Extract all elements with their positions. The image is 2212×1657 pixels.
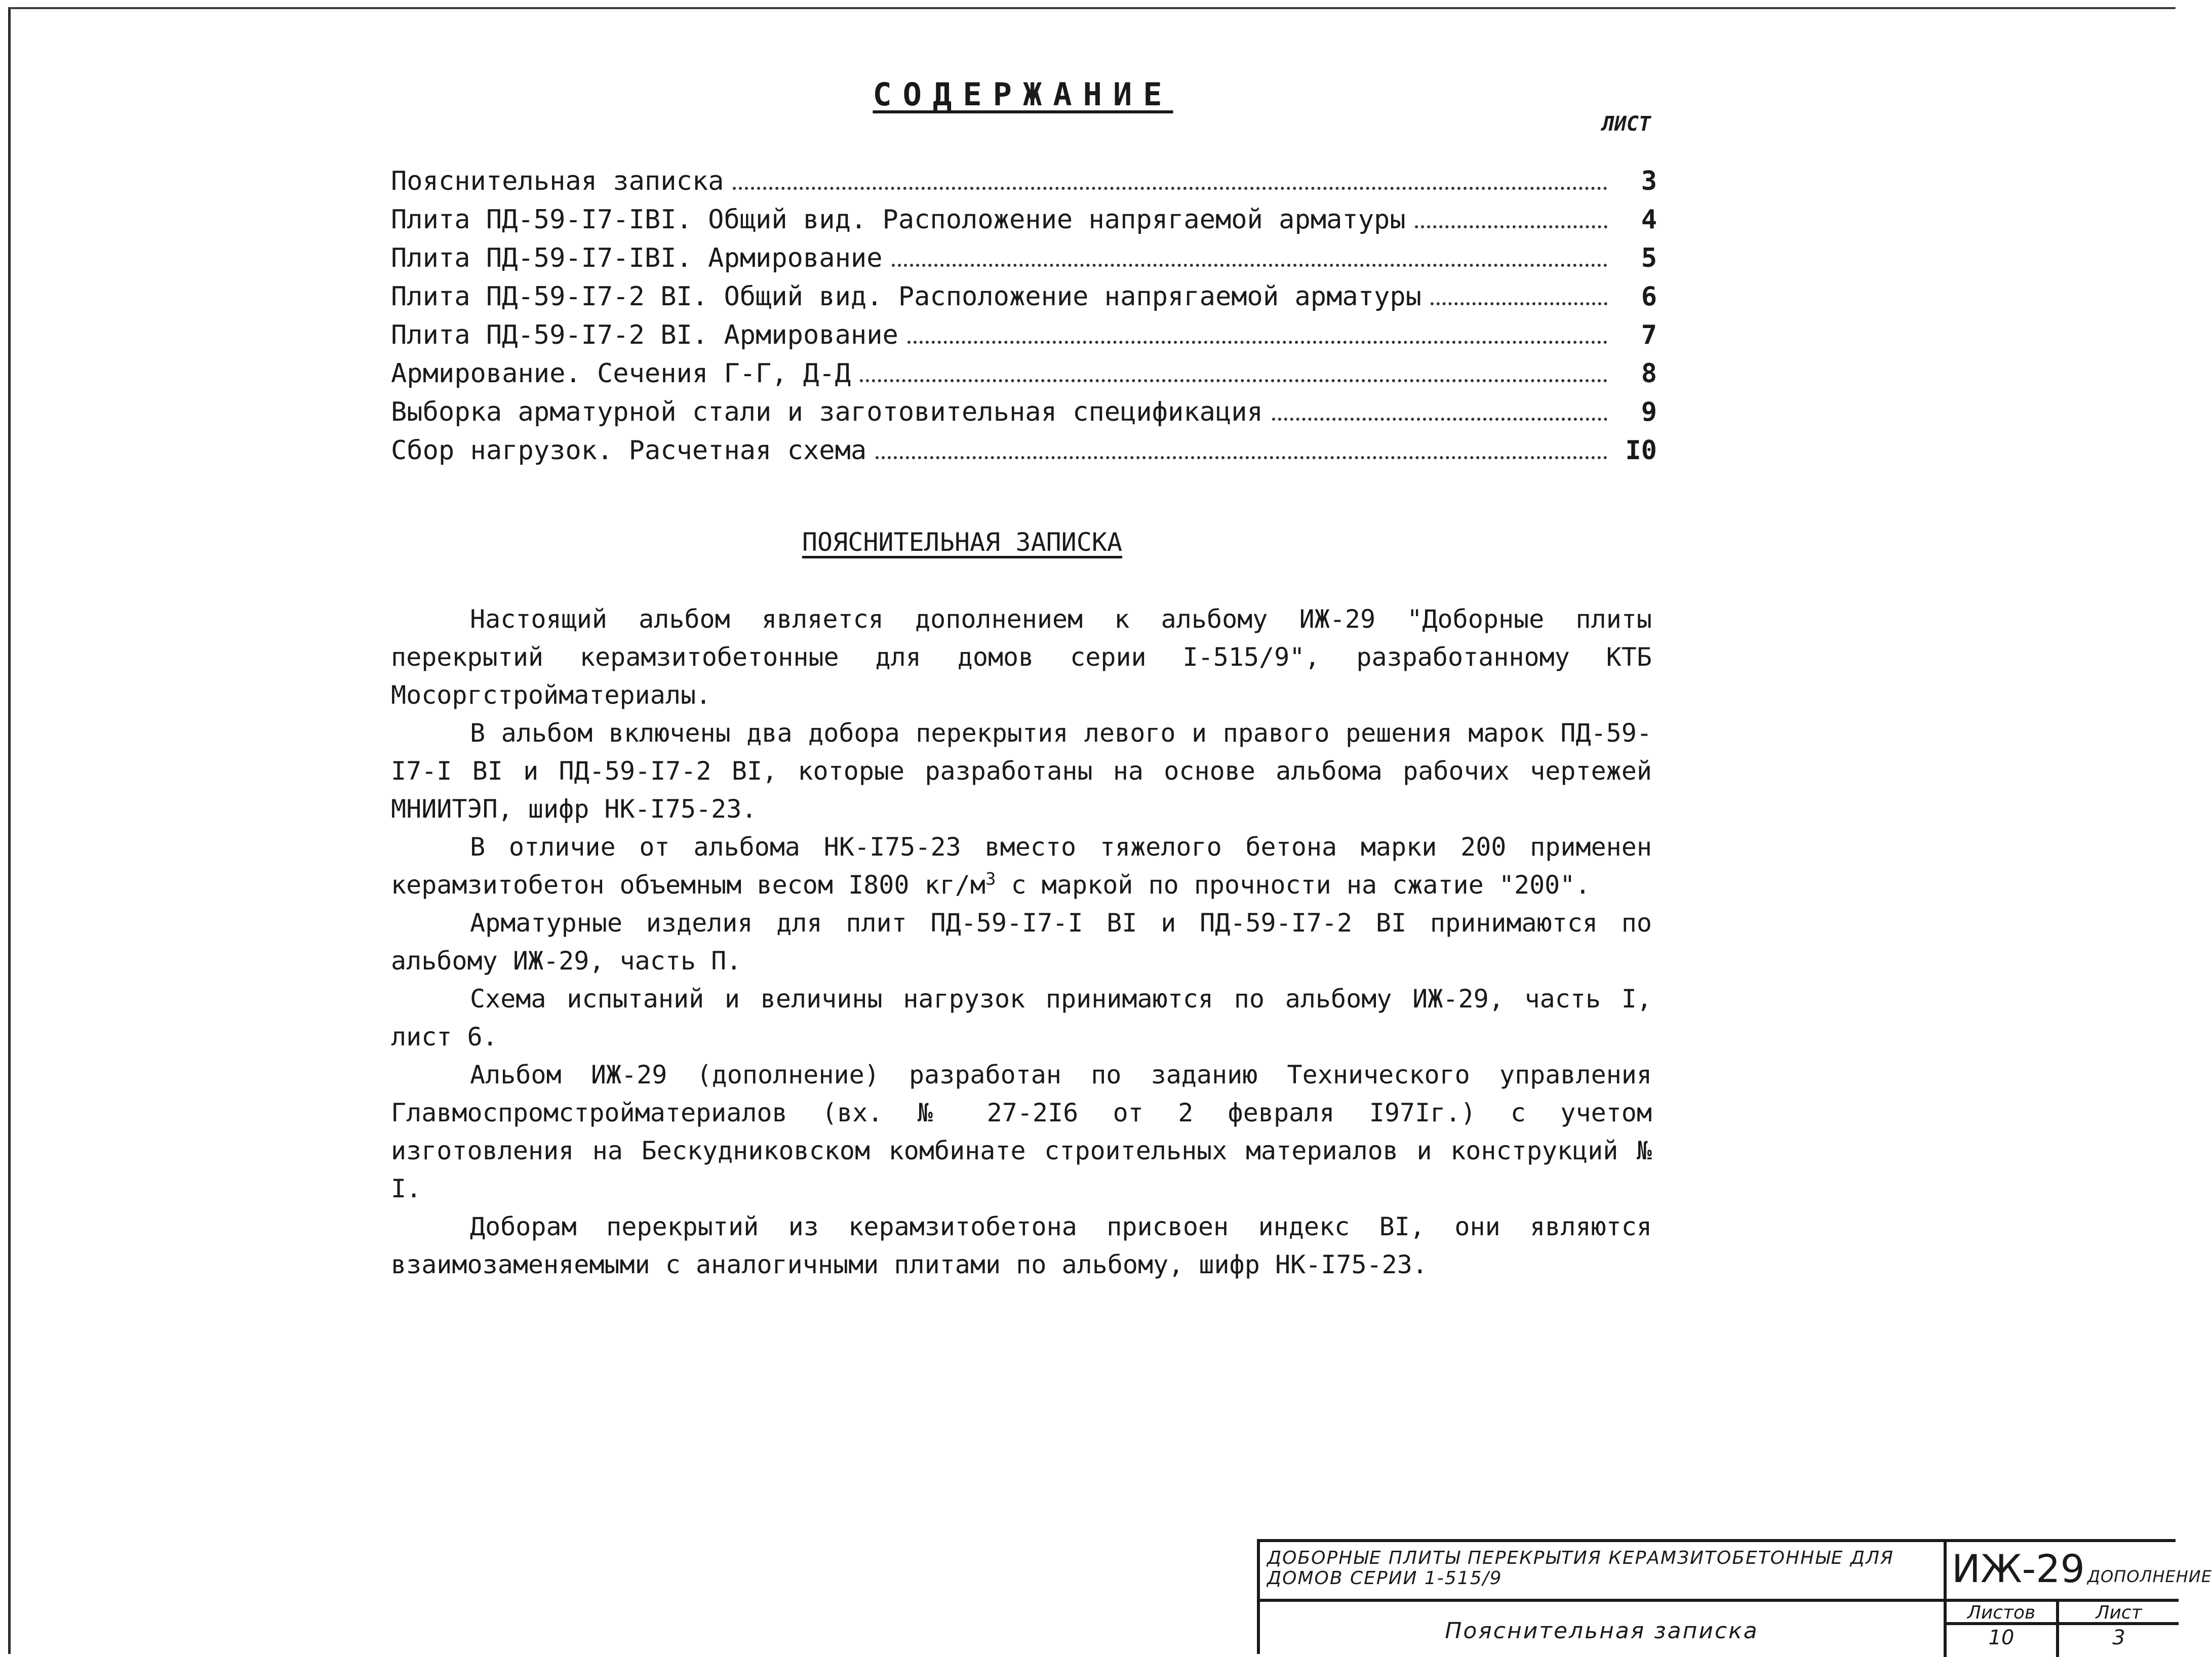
toc-entry: [391, 358, 1657, 397]
toc-entry-label: Армирование. Сечения Г-Г, Д-Д: [391, 358, 851, 389]
toc-entry-page: 9: [1641, 397, 1657, 427]
toc-leader-dots: [1272, 418, 1607, 421]
toc-entry-page: 4: [1641, 205, 1657, 235]
toc-sheet-column-header: ЛИСТ: [1602, 112, 1651, 136]
note-paragraph-text: В отличие от альбома НК-I75-23 вместо тяжелого бетона марки 200 применен керамзитобетон объемным весом I800 кг/м: [391, 832, 1652, 900]
toc-entry-page: 8: [1641, 358, 1657, 389]
page-border-left: [8, 7, 11, 1654]
toc-entry-label: Плита ПД-59-I7-IBI. Армирование: [391, 243, 883, 273]
note-paragraph: Настоящий альбом является дополнением к альбому ИЖ-29 "Доборные плиты перекрытий керамзитобетонные для домов серии I-515/9", разработанному КТБ Мосоргстройматериалы.: [391, 604, 1652, 710]
table-of-contents: [391, 166, 1657, 474]
toc-entry: [391, 281, 1657, 320]
note-paragraph: Схема испытаний и величины нагрузок принимаются по альбому ИЖ-29, часть I, лист 6.: [391, 984, 1652, 1052]
sheets-count-label: Листов: [1947, 1602, 2059, 1625]
note-superscript: 3: [985, 869, 996, 890]
title-block-description: ДОБОРНЫЕ ПЛИТЫ ПЕРЕКРЫТИЯ КЕРАМЗИТОБЕТОННЫЕ ДЛЯ ДОМОВ СЕРИИ 1-515/9: [1260, 1542, 1947, 1602]
note-paragraph-text: с маркой по прочности на сжатие "200".: [996, 870, 1591, 900]
toc-entry-page: 5: [1641, 243, 1657, 273]
toc-title: СОДЕРЖАНИЕ: [873, 76, 1173, 113]
page-border-top: [8, 7, 2176, 9]
toc-entry-label: Плита ПД-59-I7-IBI. Общий вид. Расположение напрягаемой арматуры: [391, 205, 1406, 235]
note-paragraph: Доборам перекрытий из керамзитобетона присвоен индекс BI, они являются взаимозаменяемыми с аналогичными плитами по альбому, шифр НК-I75-23.: [391, 1212, 1652, 1279]
toc-entry-label: Плита ПД-59-I7-2 BI. Армирование: [391, 320, 898, 350]
toc-entry-label: Плита ПД-59-I7-2 BI. Общий вид. Расположение напрягаемой арматуры: [391, 281, 1421, 312]
sheet-number-value: 3: [2112, 1626, 2125, 1649]
toc-leader-dots: [1431, 302, 1607, 305]
toc-entry: [391, 320, 1657, 358]
note-paragraph: [391, 828, 1652, 904]
toc-leader-dots: [1415, 225, 1607, 228]
toc-entry-page: I0: [1625, 435, 1657, 466]
toc-entry-label: Выборка арматурной стали и заготовительная спецификация: [391, 397, 1263, 427]
drawing-title-block: [1257, 1539, 2212, 1654]
explanatory-note-body: [391, 600, 1652, 1284]
note-paragraph: Арматурные изделия для плит ПД-59-I7-I BI и ПД-59-I7-2 BI принимаются по альбому ИЖ-29, часть П.: [391, 908, 1652, 976]
toc-entry-label: Сбор нагрузок. Расчетная схема: [391, 435, 867, 466]
title-block-album-code: [1947, 1542, 2212, 1602]
toc-entry-page: 7: [1641, 320, 1657, 350]
toc-entry-page: 6: [1641, 281, 1657, 312]
toc-leader-dots: [860, 379, 1607, 382]
explanatory-note-title: ПОЯСНИТЕЛЬНАЯ ЗАПИСКА: [802, 528, 1123, 557]
album-code: ИЖ-29: [1952, 1546, 2085, 1591]
sheet-number-label: Лист: [2059, 1602, 2179, 1625]
toc-entry: [391, 205, 1657, 243]
toc-entry-label: Пояснительная записка: [391, 166, 724, 196]
toc-entry: [391, 243, 1657, 281]
toc-entry: [391, 166, 1657, 205]
sheets-count-value: 10: [1947, 1625, 2059, 1657]
note-paragraph: В альбом включены два добора перекрытия левого и правого решения марок ПД-59-I7-I BI и ПД-59-I7-2 BI, которые разработаны на основе альбома рабочих чертежей МНИИТЭП, шифр НК-I75-23.: [391, 718, 1652, 824]
note-paragraph: Альбом ИЖ-29 (дополнение) разработан по заданию Технического управления Главмоспромстройматериалов (вх. № 27-2I6 от 2 февраля I97Iг.) с учетом изготовления на Бескудниковском комбинате строительных материалов и конструкций № I.: [391, 1060, 1652, 1203]
album-suffix: ДОПОЛНЕНИЕ: [2087, 1567, 2212, 1586]
title-block-sheet-title: Пояснительная записка: [1260, 1602, 1947, 1657]
toc-leader-dots: [892, 264, 1607, 267]
toc-leader-dots: [733, 187, 1607, 190]
toc-entry-page: 3: [1641, 166, 1657, 196]
toc-entry: [391, 397, 1657, 435]
toc-entry: [391, 435, 1657, 474]
toc-leader-dots: [907, 341, 1607, 344]
toc-leader-dots: [876, 456, 1607, 459]
